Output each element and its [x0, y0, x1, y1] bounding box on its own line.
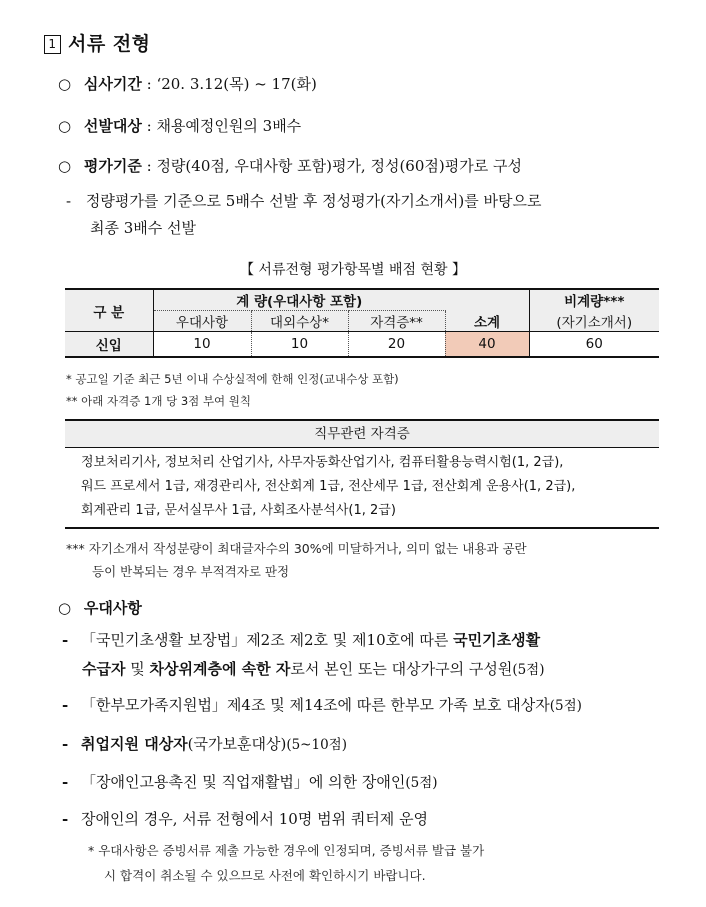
preference-heading: [58, 597, 142, 618]
preference-item-5-text: 장애인의 경우, 서류 전형에서 10명 범위 쿼터제 운영: [81, 810, 429, 828]
criteria-line: [58, 155, 522, 176]
preference-item-2-text: 「한부모가족지원법」제4조 및 제14조에 따른 한부모 가족 보호 대상자: [81, 696, 550, 714]
cert-line-1: 정보처리기사, 정보처리 산업기사, 사무자동화산업기사, 컴퓨터활용능력시험(1, 2급),: [81, 455, 564, 470]
table-caption: 【 서류전형 평가항목별 배점 현황 】: [239, 262, 467, 278]
table-row: [65, 332, 659, 357]
col-header-award: 대외수상*: [251, 311, 348, 332]
bullet-dash: -: [62, 735, 69, 753]
col-header-nonquantitative: 비계량***: [529, 289, 659, 311]
note-self-intro-line1: *** 자기소개서 작성분량이 최대글자수의 30%에 미달하거나, 의미 없는 내용과 공란: [66, 541, 527, 556]
bullet-dash: -: [62, 810, 69, 828]
cell-subtotal: 40: [445, 332, 529, 357]
cell-award: 10: [251, 332, 348, 357]
cert-box-bottom-rule: [65, 527, 659, 529]
bullet-dash: -: [62, 696, 69, 714]
bullet-circle: ○: [58, 157, 72, 175]
preference-item-4-text: 「장애인고용촉진 및 직업재활법」에 의한 장애인: [81, 773, 406, 791]
section-number-box: 1: [44, 35, 61, 54]
preference-note-line2: 시 합격이 취소될 수 있으므로 사전에 확인하시기 바랍니다.: [104, 868, 426, 883]
cert-box-body: [81, 451, 661, 523]
criteria-label: 평가기준: [83, 157, 142, 175]
col-header-division: 구 분: [65, 289, 153, 332]
cell-nonquantitative: 60: [529, 332, 659, 357]
period-value: : ‘20. 3.12(목) ~ 17(화): [146, 75, 317, 93]
bullet-dash: -: [66, 192, 72, 210]
preference-item-3-text: (국가보훈대상): [187, 735, 287, 753]
target-label: 선발대상: [83, 117, 142, 135]
col-header-subtotal: 소계: [445, 311, 529, 332]
preference-item-3-bold: 취업지원 대상자: [81, 735, 188, 753]
period-label: 심사기간: [83, 75, 142, 93]
criteria-value: : 정량(40점, 우대사항 포함)평가, 정성(60점)평가로 구성: [146, 157, 522, 175]
preference-note-line1: * 우대사항은 증빙서류 제출 가능한 경우에 인정되며, 증빙서류 발급 불가: [88, 843, 485, 858]
preference-item-1-and: 및: [125, 660, 150, 678]
preference-item-3-points: (5~10점): [286, 737, 347, 753]
preference-item-1-text: 「국민기초생활 보장법」제2조 제2호 및 제10호에 따른: [81, 631, 454, 649]
cell-preference: 10: [153, 332, 251, 357]
preference-item-4-points: (5점): [405, 775, 438, 791]
preference-item-2-points: (5점): [549, 698, 582, 714]
row-label-newcomer: 신입: [65, 332, 153, 357]
section-title-text: 서류 전형: [68, 33, 151, 55]
preference-item-1-line1: [62, 629, 540, 650]
col-header-preference: 우대사항: [153, 311, 251, 332]
cert-line-2: 워드 프로세서 1급, 재경관리사, 전산회계 1급, 전산세무 1급, 전산회계 운용사(1, 2급),: [81, 479, 576, 494]
col-header-quantitative: 계 량(우대사항 포함): [153, 289, 445, 311]
cert-box-header: 직무관련 자격증: [65, 419, 659, 448]
preference-item-5: [62, 808, 428, 829]
note-self-intro-line2: 등이 반복되는 경우 부적격자로 판정: [92, 564, 290, 579]
col-header-self-intro: (자기소개서): [529, 311, 659, 332]
note-certificate: ** 아래 자격증 1개 당 3점 부여 원칙: [66, 394, 252, 408]
period-line: [58, 73, 317, 94]
target-value: : 채용예정인원의 3배수: [146, 117, 302, 135]
note-award: * 공고일 기준 최근 5년 이내 수상실적에 한해 인정(교내수상 포함): [66, 372, 399, 386]
preference-item-1-bold3: 차상위계층에 속한 자: [149, 660, 291, 678]
col-header-certificate: 자격증**: [348, 311, 445, 332]
bullet-dash: -: [62, 773, 69, 791]
bullet-circle: ○: [58, 117, 72, 135]
preference-item-1-bold: 국민기초생활: [453, 631, 541, 649]
cell-certificate: 20: [348, 332, 445, 357]
bullet-circle: ○: [58, 75, 72, 93]
criteria-detail-line2: 최종 3배수 선발: [90, 219, 197, 237]
cert-line-3: 회계관리 1급, 문서실무사 1급, 사회조사분석사(1, 2급): [81, 503, 396, 518]
target-line: [58, 115, 301, 136]
criteria-detail-line1: [66, 190, 541, 211]
preference-item-2: [62, 694, 582, 715]
preference-item-1-bold2: 수급자: [82, 660, 126, 678]
section-title: [44, 29, 151, 56]
bullet-dash: -: [62, 631, 69, 649]
bullet-circle: ○: [58, 599, 72, 617]
score-table: [65, 288, 659, 358]
preference-item-3: [62, 733, 347, 754]
preference-item-4: [62, 771, 438, 792]
preference-item-1-points: (5점): [512, 662, 545, 678]
criteria-detail-text1: 정량평가를 기준으로 5배수 선발 후 정성평가(자기소개서)를 바탕으로: [85, 192, 542, 210]
preference-item-1-line2: [82, 658, 544, 679]
preference-title: 우대사항: [83, 599, 142, 617]
preference-item-1-rest: 로서 본인 또는 대상가구의 구성원: [290, 660, 513, 678]
